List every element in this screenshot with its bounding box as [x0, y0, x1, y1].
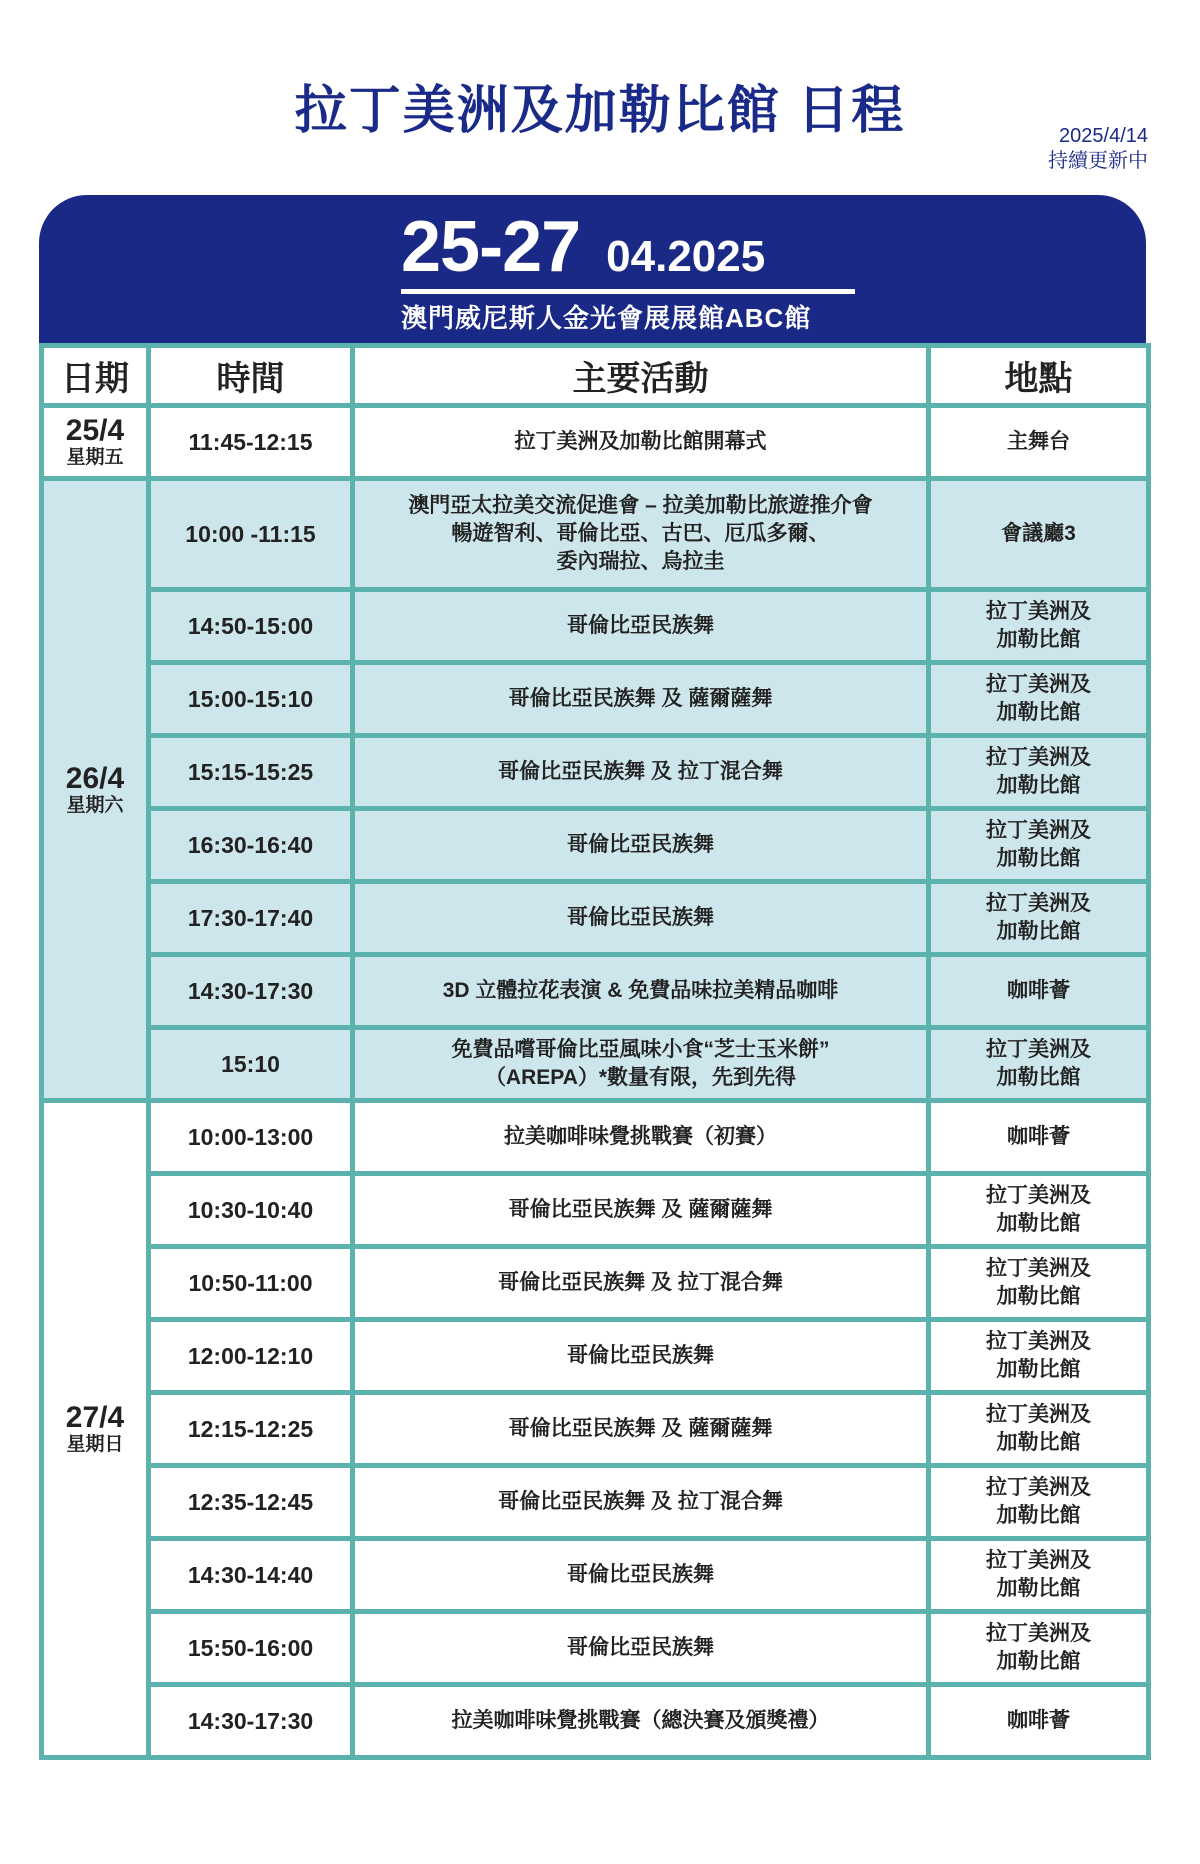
- activity-line: 哥倫比亞民族舞: [567, 1563, 714, 1586]
- table-row: [42, 1539, 1149, 1612]
- venue-cell: [929, 1685, 1149, 1758]
- activity-line: 拉丁美洲及加勒比館開幕式: [514, 430, 767, 453]
- activity-line: 哥倫比亞民族舞 及 薩爾薩舞: [508, 687, 773, 710]
- activity-cell: [353, 1393, 929, 1466]
- activity-cell: [353, 955, 929, 1028]
- date-cell: [42, 1101, 149, 1758]
- activity-cell: [353, 590, 929, 663]
- time-cell: 16:30-16:40: [149, 809, 353, 882]
- venue-cell: [929, 663, 1149, 736]
- activity-cell: [353, 882, 929, 955]
- activity-line: 哥倫比亞民族舞: [567, 906, 714, 929]
- activity-line: 哥倫比亞民族舞 及 拉丁混合舞: [498, 1490, 783, 1513]
- venue-line: 加勒比館: [996, 920, 1081, 943]
- venue-line: 拉丁美洲及: [986, 746, 1091, 769]
- activity-line: 哥倫比亞民族舞 及 薩爾薩舞: [508, 1417, 773, 1440]
- weekday-label: 星期六: [66, 794, 124, 816]
- venue-cell: [929, 1101, 1149, 1174]
- event-banner: [39, 195, 1146, 343]
- venue-cell: [929, 1247, 1149, 1320]
- time-cell: 10:00-13:00: [149, 1101, 353, 1174]
- activity-line: 免費品嚐哥倫比亞風味小食“芝士玉米餅”: [451, 1038, 830, 1061]
- event-venue: 澳門威尼斯人金光會展展館ABC館: [401, 303, 812, 333]
- venue-cell: [929, 1028, 1149, 1101]
- venue-cell: [929, 1612, 1149, 1685]
- venue-cell: [929, 736, 1149, 809]
- venue-cell: [929, 955, 1149, 1028]
- activity-line: 哥倫比亞民族舞: [567, 1344, 714, 1367]
- activity-line: 哥倫比亞民族舞: [567, 1636, 714, 1659]
- table-row: [42, 1028, 1149, 1101]
- venue-line: 加勒比館: [996, 1066, 1081, 1089]
- activity-line: 暢遊智利、哥倫比亞、古巴、厄瓜多爾、: [451, 522, 830, 545]
- activity-cell: [353, 1101, 929, 1174]
- activity-cell: [353, 809, 929, 882]
- table-row: [42, 1466, 1149, 1539]
- activity-cell: [353, 406, 929, 479]
- header-time: 時間: [149, 346, 353, 406]
- venue-cell: [929, 1174, 1149, 1247]
- venue-line: 會議廳3: [1001, 522, 1076, 545]
- update-date: 2025/4/14: [1059, 125, 1148, 147]
- time-cell: 10:30-10:40: [149, 1174, 353, 1247]
- venue-line: 加勒比館: [996, 701, 1081, 724]
- table-row: [42, 809, 1149, 882]
- event-dates: 25-27: [401, 207, 581, 287]
- table-row: [42, 736, 1149, 809]
- time-cell: 14:30-14:40: [149, 1539, 353, 1612]
- date-label: 26/4: [65, 761, 125, 795]
- table-row: [42, 590, 1149, 663]
- time-cell: 14:30-17:30: [149, 1685, 353, 1758]
- venue-line: 加勒比館: [996, 847, 1081, 870]
- activity-line: 拉美咖啡味覺挑戰賽（初賽）: [504, 1125, 777, 1148]
- activity-cell: [353, 736, 929, 809]
- venue-line: 加勒比館: [996, 1577, 1081, 1600]
- venue-cell: [929, 406, 1149, 479]
- date-label: 25/4: [65, 414, 125, 447]
- schedule-table: [39, 343, 1151, 1760]
- venue-line: 咖啡薈: [1007, 1709, 1070, 1732]
- time-cell: 15:00-15:10: [149, 663, 353, 736]
- activity-cell: [353, 1539, 929, 1612]
- date-cell: [42, 406, 149, 479]
- venue-line: 主舞台: [1007, 430, 1070, 453]
- venue-line: 拉丁美洲及: [986, 600, 1091, 623]
- table-row: [42, 1685, 1149, 1758]
- venue-line: 加勒比館: [996, 1212, 1081, 1235]
- time-cell: 17:30-17:40: [149, 882, 353, 955]
- table-row: [42, 479, 1149, 590]
- venue-line: 加勒比館: [996, 1650, 1081, 1673]
- venue-cell: [929, 1539, 1149, 1612]
- table-row: [42, 406, 1149, 479]
- activity-cell: [353, 1612, 929, 1685]
- venue-line: 拉丁美洲及: [986, 1476, 1091, 1499]
- time-cell: 15:10: [149, 1028, 353, 1101]
- venue-cell: [929, 479, 1149, 590]
- table-row: [42, 1320, 1149, 1393]
- update-info: [1048, 124, 1148, 174]
- venue-cell: [929, 1393, 1149, 1466]
- activity-cell: [353, 1174, 929, 1247]
- date-cell: [42, 479, 149, 1101]
- header-activity: 主要活動: [353, 346, 929, 406]
- activity-line: 哥倫比亞民族舞 及 薩爾薩舞: [508, 1198, 773, 1221]
- table-row: [42, 1101, 1149, 1174]
- event-month-year: 04.2025: [606, 232, 766, 281]
- venue-cell: [929, 1466, 1149, 1539]
- activity-line: （AREPA）*數量有限，先到先得: [484, 1066, 797, 1089]
- table-row: [42, 663, 1149, 736]
- activity-line: 哥倫比亞民族舞 及 拉丁混合舞: [498, 760, 783, 783]
- activity-cell: [353, 1685, 929, 1758]
- date-label: 27/4: [65, 1401, 125, 1434]
- header-date: 日期: [42, 346, 149, 406]
- activity-cell: [353, 1028, 929, 1101]
- venue-line: 拉丁美洲及: [986, 1330, 1091, 1353]
- venue-line: 加勒比館: [996, 774, 1081, 797]
- venue-line: 加勒比館: [996, 628, 1081, 651]
- time-cell: 12:15-12:25: [149, 1393, 353, 1466]
- time-cell: 15:15-15:25: [149, 736, 353, 809]
- venue-line: 加勒比館: [996, 1504, 1081, 1527]
- venue-line: 加勒比館: [996, 1431, 1081, 1454]
- time-cell: 10:00 -11:15: [149, 479, 353, 590]
- activity-cell: [353, 1320, 929, 1393]
- activity-line: 3D 立體拉花表演 & 免費品味拉美精品咖啡: [442, 979, 839, 1002]
- venue-line: 加勒比館: [996, 1285, 1081, 1308]
- time-cell: 11:45-12:15: [149, 406, 353, 479]
- venue-line: 拉丁美洲及: [986, 1038, 1091, 1061]
- activity-cell: [353, 663, 929, 736]
- time-cell: 10:50-11:00: [149, 1247, 353, 1320]
- venue-line: 咖啡薈: [1007, 979, 1070, 1002]
- venue-line: 拉丁美洲及: [986, 1403, 1091, 1426]
- venue-line: 拉丁美洲及: [986, 1257, 1091, 1280]
- activity-cell: [353, 1247, 929, 1320]
- venue-line: 拉丁美洲及: [986, 673, 1091, 696]
- time-cell: 12:00-12:10: [149, 1320, 353, 1393]
- weekday-label: 星期五: [66, 447, 124, 468]
- activity-line: 澳門亞太拉美交流促進會 – 拉美加勒比旅遊推介會: [408, 494, 873, 517]
- venue-line: 拉丁美洲及: [986, 892, 1091, 915]
- time-cell: 14:50-15:00: [149, 590, 353, 663]
- table-row: [42, 1612, 1149, 1685]
- activity-line: 哥倫比亞民族舞 及 拉丁混合舞: [498, 1271, 783, 1294]
- activity-cell: [353, 479, 929, 590]
- update-status: 持續更新中: [1048, 150, 1148, 172]
- weekday-label: 星期日: [66, 1434, 124, 1455]
- venue-cell: [929, 809, 1149, 882]
- page-title: 拉丁美洲及加勒比館 日程: [294, 82, 906, 140]
- time-cell: 15:50-16:00: [149, 1612, 353, 1685]
- activity-line: 哥倫比亞民族舞: [567, 833, 714, 856]
- venue-line: 拉丁美洲及: [986, 819, 1091, 842]
- table-row: [42, 882, 1149, 955]
- venue-line: 拉丁美洲及: [986, 1622, 1091, 1645]
- activity-line: 拉美咖啡味覺挑戰賽（總決賽及頒獎禮）: [451, 1709, 830, 1732]
- venue-line: 拉丁美洲及: [986, 1549, 1091, 1572]
- venue-line: 加勒比館: [996, 1358, 1081, 1381]
- venue-cell: [929, 590, 1149, 663]
- time-cell: 14:30-17:30: [149, 955, 353, 1028]
- table-row: [42, 955, 1149, 1028]
- activity-cell: [353, 1466, 929, 1539]
- table-row: [42, 1393, 1149, 1466]
- venue-cell: [929, 882, 1149, 955]
- activity-line: 委內瑞拉、烏拉圭: [556, 550, 725, 573]
- venue-cell: [929, 1320, 1149, 1393]
- activity-line: 哥倫比亞民族舞: [567, 614, 714, 637]
- table-row: [42, 1174, 1149, 1247]
- time-cell: 12:35-12:45: [149, 1466, 353, 1539]
- divider: [401, 289, 855, 294]
- table-row: [42, 1247, 1149, 1320]
- venue-line: 咖啡薈: [1007, 1125, 1070, 1148]
- venue-line: 拉丁美洲及: [986, 1184, 1091, 1207]
- header-venue: 地點: [929, 346, 1149, 406]
- header-row: [42, 346, 1149, 406]
